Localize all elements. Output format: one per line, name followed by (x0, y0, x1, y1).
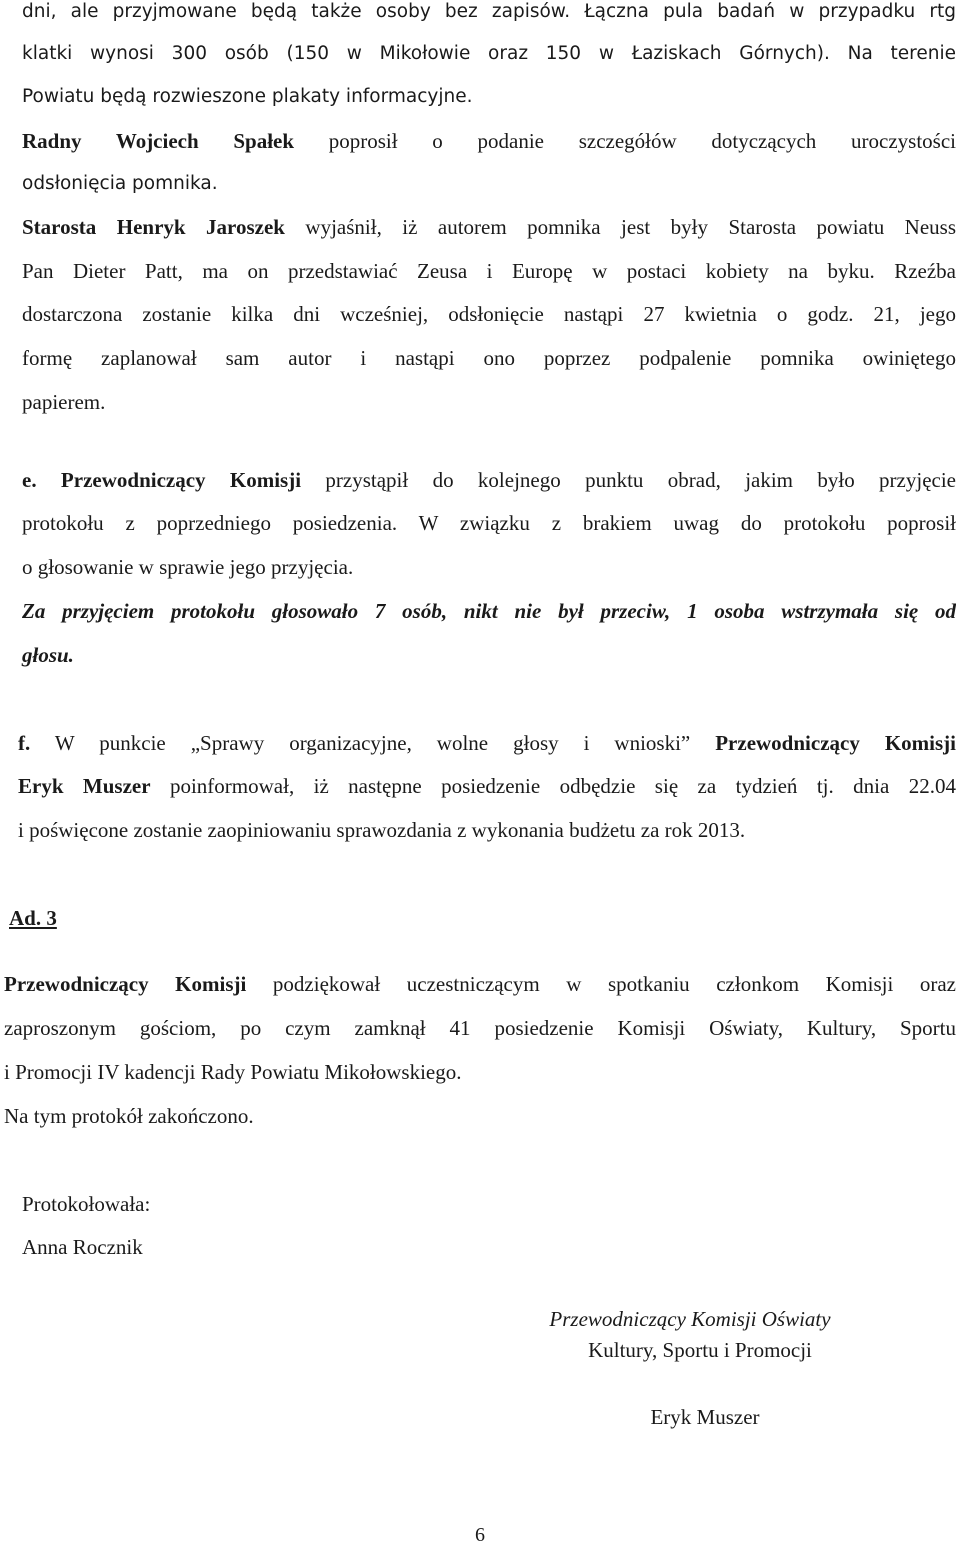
section-marker: e. (22, 468, 37, 492)
vote-result-line (22, 641, 956, 669)
text: papierem. (22, 390, 106, 414)
text: i Promocji IV kadencji Rady Powiatu Mikołowskiego. (4, 1060, 462, 1084)
paragraph-line (22, 344, 956, 372)
speaker-name: Przewodniczący Komisji (36, 468, 302, 492)
paragraph-line (22, 213, 956, 241)
paragraph-line (22, 0, 956, 26)
text: odsłonięcia pomnika. (22, 173, 218, 194)
chair-title (490, 1336, 910, 1364)
text: Pan Dieter Patt, ma on przedstawiać Zeusa i Europę w postaci kobiety na byku. Rzeźba (22, 259, 956, 283)
speaker-name: Eryk Muszer (18, 774, 151, 798)
text: głosu. (22, 643, 74, 667)
paragraph-line (4, 970, 956, 998)
text: zaproszonym gościom, po czym zamknął 41 posiedzenie Komisji Oświaty, Kultury, Sportu (4, 1016, 956, 1040)
text: poinformował, iż następne posiedzenie odbędzie się za tydzień tj. dnia 22.04 (150, 774, 956, 798)
text: poprosił o podanie szczegółów dotyczących uroczystości (294, 129, 956, 153)
text: Na tym protokół zakończono. (4, 1104, 254, 1128)
text: protokołu z poprzedniego posiedzenia. W związku z brakiem uwag do protokołu poprosił (22, 511, 956, 535)
text: 6 (475, 1524, 485, 1546)
paragraph-line (18, 772, 956, 800)
text: W punkcie „Sprawy organizacyjne, wolne głosy i wnioski” (30, 731, 691, 755)
speaker-name: Starosta Henryk Jaroszek (22, 215, 285, 239)
section-heading (9, 904, 943, 932)
recorder-name (22, 1233, 956, 1261)
paragraph-line (22, 388, 956, 416)
recorder-label (22, 1190, 956, 1218)
paragraph-line (22, 553, 956, 581)
paragraph-line (18, 729, 956, 757)
text: przystąpił do kolejnego punktu obrad, jakim było przyjęcie (301, 468, 956, 492)
text: dostarczona zostanie kilka dni wcześniej, odsłonięcie nastąpi 27 kwietnia o godz. 21, jego (22, 302, 956, 326)
paragraph-line (22, 127, 956, 155)
closing-line (4, 1102, 938, 1130)
heading-text: Ad. 3 (9, 906, 57, 930)
section-marker: f. (18, 731, 31, 755)
text: i poświęcone zostanie zaopiniowaniu sprawozdania z wykonania budżetu za rok 2013. (18, 818, 746, 842)
paragraph-line (22, 300, 956, 328)
text: Powiatu będą rozwieszone plakaty informacyjne. (22, 86, 473, 107)
text: Eryk Muszer (650, 1405, 760, 1429)
text: podziękował uczestniczącym w spotkaniu członkom Komisji oraz (246, 972, 956, 996)
vote-result-line (22, 597, 956, 625)
paragraph-line (4, 1014, 956, 1042)
paragraph-line (22, 83, 956, 111)
speaker-name: Przewodniczący Komisji (4, 972, 247, 996)
paragraph-line (22, 40, 956, 68)
chair-name (495, 1403, 915, 1431)
text: klatki wynosi 300 osób (150 w Mikołowie oraz 150 w Łaziskach Górnych). Na terenie (22, 43, 956, 64)
paragraph-line (22, 170, 956, 198)
text: dni, ale przyjmowane będą także osoby bez zapisów. Łączna pula badań w przypadku rtg (22, 1, 956, 22)
text: Kultury, Sportu i Promocji (588, 1338, 812, 1362)
text: wyjaśnił, iż autorem pomnika jest były Starosta powiatu Neuss (284, 215, 956, 239)
paragraph-line (18, 816, 952, 844)
text: o głosowanie w sprawie jego przyjęcia. (22, 555, 354, 579)
speaker-name: Przewodniczący Komisji (690, 731, 956, 755)
paragraph-line (22, 509, 956, 537)
text: Protokołowała: (22, 1192, 151, 1216)
paragraph-line (22, 257, 956, 285)
paragraph-line (22, 466, 956, 494)
text: Przewodniczący Komisji Oświaty (549, 1307, 831, 1331)
text: formę zaplanował sam autor i nastąpi ono poprzez podpalenie pomnika owiniętego (22, 346, 956, 370)
page-number (430, 1521, 530, 1549)
speaker-name: Radny Wojciech Spałek (22, 129, 295, 153)
text: Za przyjęciem protokołu głosowało 7 osób, nikt nie był przeciw, 1 osoba wstrzymała się od (22, 599, 956, 623)
text: Anna Rocznik (22, 1235, 143, 1259)
paragraph-line (4, 1058, 938, 1086)
chair-title (480, 1305, 900, 1333)
